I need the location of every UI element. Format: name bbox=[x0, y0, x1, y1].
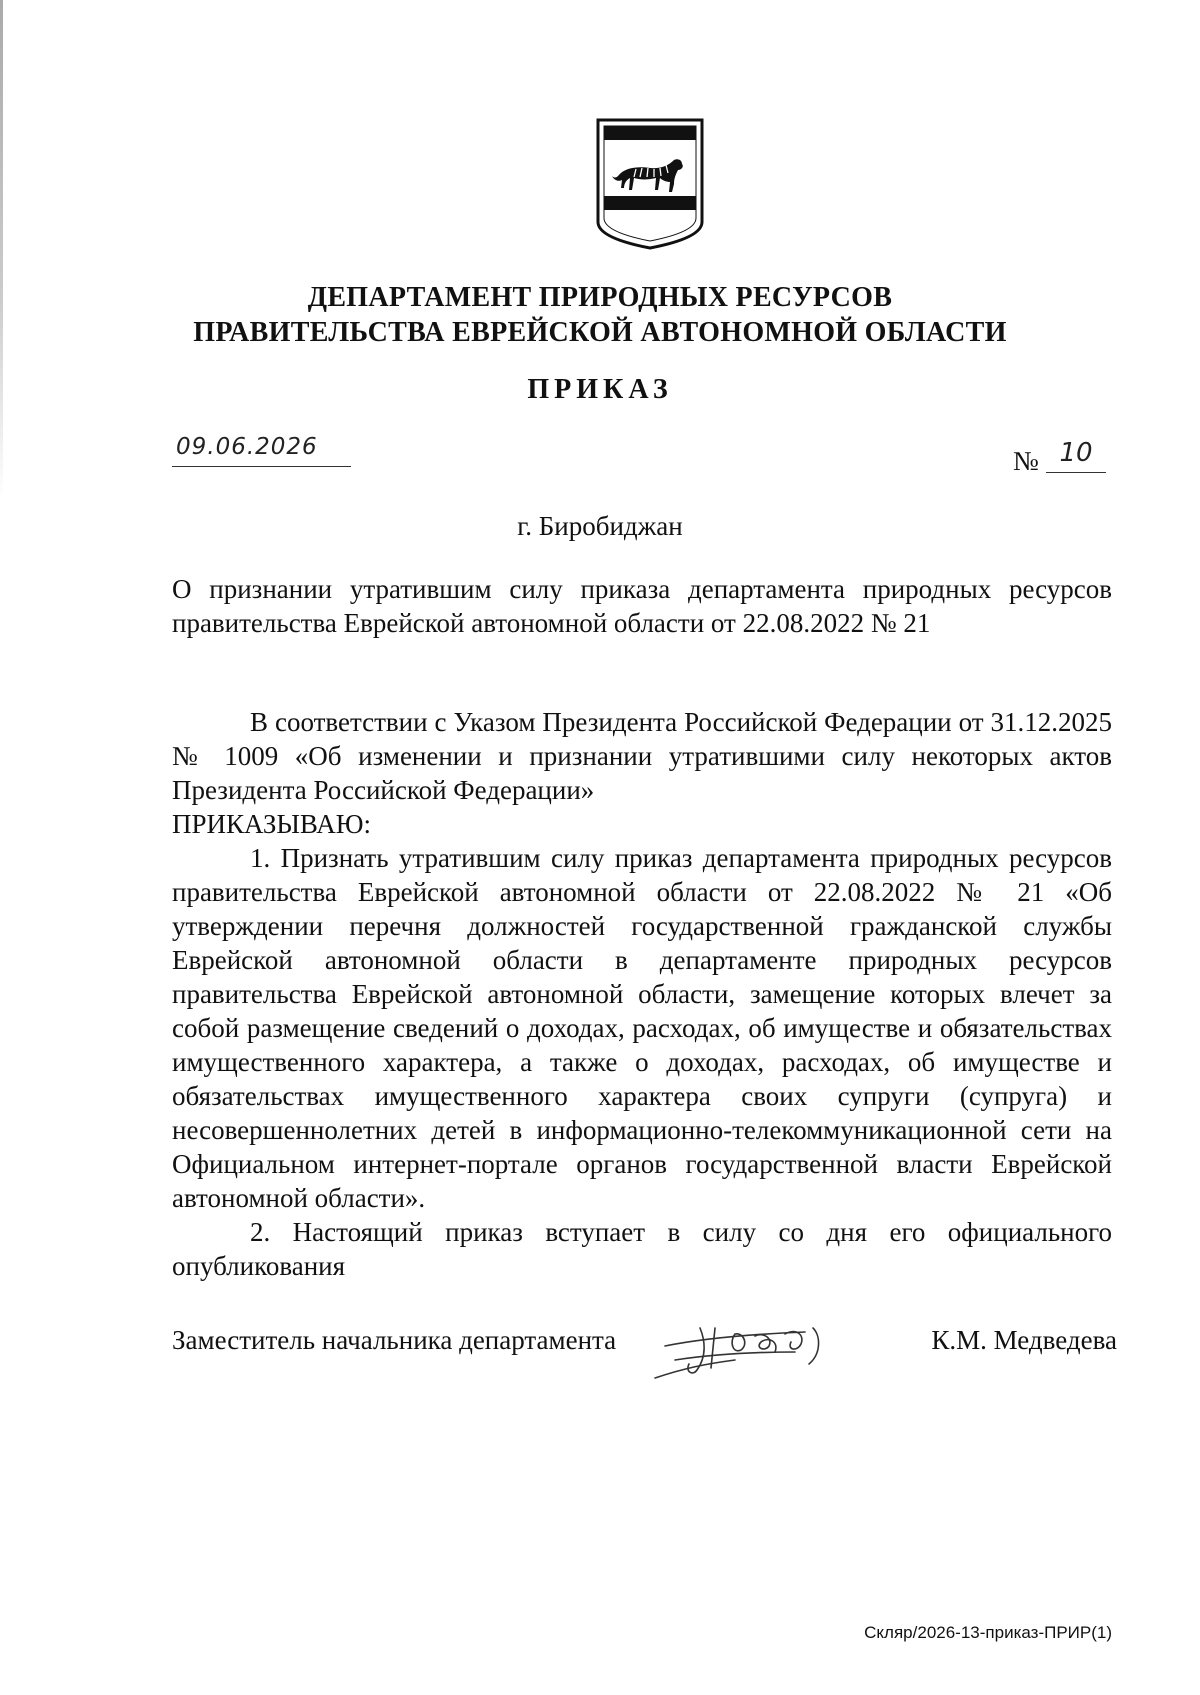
signer-position: Заместитель начальника департамента bbox=[172, 1325, 617, 1355]
document-subject: О признании утратившим силу приказа департамента природных ресурсов правительства Еврейской автономной области от 22.08.2022 № 21 bbox=[172, 574, 1112, 638]
order-word: ПРИКАЗЫВАЮ: bbox=[172, 809, 371, 839]
document-body bbox=[172, 705, 1112, 1283]
coat-of-arms-emblem bbox=[590, 114, 710, 254]
department-name-line2: ПРАВИТЕЛЬСТВА ЕВРЕЙСКОЙ АВТОНОМНОЙ ОБЛАСТИ bbox=[193, 317, 1007, 348]
document-number: 10 bbox=[1046, 438, 1106, 473]
scan-edge bbox=[0, 0, 3, 500]
preamble-paragraph: В соответствии с Указом Президента Российской Федерации от 31.12.2025 № 1009 «Об изменении и признании утратившими силу некоторых актов Президента Российской Федерации» bbox=[172, 707, 1112, 805]
order-item-1: 1. Признать утратившим силу приказ департамента природных ресурсов правительства Еврейской автономной области от 22.08.2022 № 21 «Об утверждении перечня должностей государственной гражданской службы Еврейской автономной области в департаменте природных ресурсов правительства Еврейской автономной области, замещение которых влечет за собой размещение сведений о доходах, расходах, об имуществе и обязательствах имущественного характера, а также о доходах, расходах, об имуществе и обязательствах имущественного характера своих супруги (супруга) и несовершеннолетних детей в информационно-телекоммуникационной сети на Официальном интернет-портале органов государственной власти Еврейской автономной области». bbox=[172, 843, 1112, 1213]
document-title: ПРИКАЗ bbox=[527, 374, 673, 405]
department-name-line1: ДЕПАРТАМЕНТ ПРИРОДНЫХ РЕСУРСОВ bbox=[307, 282, 893, 313]
document-code: Скляр/2026-13-приказ-ПРИР(1) bbox=[864, 1623, 1112, 1642]
handwritten-signature bbox=[645, 1298, 895, 1398]
number-label: № bbox=[1013, 446, 1039, 476]
city: г. Биробиджан bbox=[517, 511, 683, 541]
order-item-2: 2. Настоящий приказ вступает в силу со дня его официального опубликования bbox=[172, 1217, 1112, 1281]
signer-name: К.М. Медведева bbox=[931, 1325, 1117, 1355]
document-date: 09.06.2026 bbox=[172, 434, 351, 467]
